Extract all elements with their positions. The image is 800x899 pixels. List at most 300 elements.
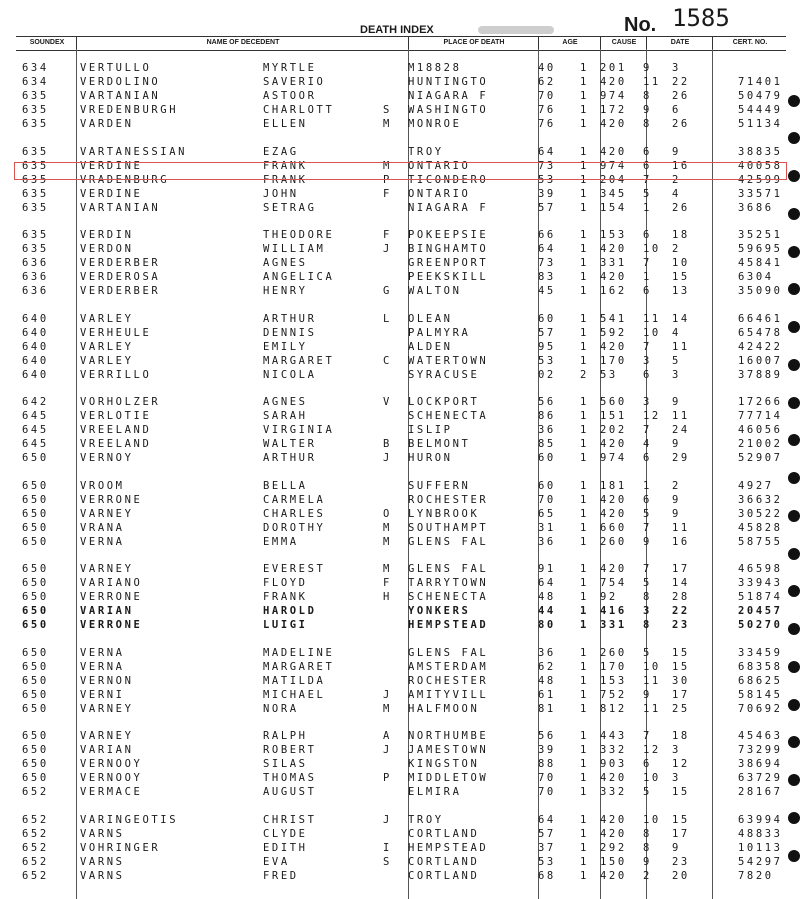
cause-code: 420	[600, 340, 627, 353]
table-row	[0, 424, 800, 436]
certificate-number: 54449	[738, 103, 783, 116]
place-of-death: TROY	[408, 814, 444, 826]
date-day: 14	[672, 576, 690, 589]
date-day: 9	[672, 396, 681, 408]
surname: VARLEY	[80, 354, 134, 367]
given-name: EVEREST	[263, 563, 326, 575]
certificate-number: 48833	[738, 827, 783, 840]
given-name: MICHAEL	[263, 688, 326, 701]
certificate-number: 37889	[738, 368, 783, 381]
date-day: 15	[672, 785, 690, 798]
table-row	[0, 494, 800, 506]
table-row	[0, 758, 800, 770]
certificate-number: 58755	[738, 535, 783, 548]
soundex-code: 650	[22, 647, 49, 659]
age-unit: 1	[580, 576, 589, 589]
date-day: 28	[672, 590, 690, 603]
date-day: 3	[672, 771, 681, 784]
middle-initial: V	[383, 396, 392, 408]
table-row	[0, 744, 800, 756]
given-name: FRANK	[263, 159, 308, 172]
soundex-code: 645	[22, 423, 49, 436]
age: 91	[538, 563, 556, 575]
age: 65	[538, 507, 556, 520]
table-row	[0, 188, 800, 200]
age-unit: 1	[580, 771, 589, 784]
cause-code: 53	[600, 368, 618, 381]
cause-code: 592	[600, 326, 627, 339]
given-name: NORA	[263, 702, 299, 715]
surname: VARTANIAN	[80, 89, 161, 102]
place-of-death: ALDEN	[408, 340, 453, 353]
soundex-code: 635	[22, 242, 49, 255]
age-unit: 1	[580, 757, 589, 770]
age: 61	[538, 688, 556, 701]
given-name: SAVERIO	[263, 75, 326, 88]
place-of-death: HUNTINGTO	[408, 75, 489, 88]
middle-initial: I	[383, 841, 392, 854]
place-of-death: SCHENECTA	[408, 590, 489, 603]
given-name: NICOLA	[263, 368, 317, 381]
place-of-death: AMITYVILL	[408, 688, 489, 701]
age-unit: 1	[580, 688, 589, 701]
cause-code: 260	[600, 535, 627, 548]
cause-code: 201	[600, 62, 627, 74]
soundex-code: 640	[22, 368, 49, 381]
age: 02	[538, 368, 556, 381]
surname: VARLEY	[80, 313, 134, 325]
punch-hole	[788, 472, 800, 484]
middle-initial: J	[383, 451, 392, 464]
page-title: DEATH INDEX	[360, 24, 434, 36]
surname: VERLOTIE	[80, 409, 152, 422]
age-unit: 1	[580, 841, 589, 854]
soundex-code: 652	[22, 869, 49, 882]
given-name: WALTER	[263, 437, 317, 450]
soundex-code: 652	[22, 841, 49, 854]
punch-hole	[788, 359, 800, 371]
certificate-number: 30522	[738, 507, 783, 520]
date-day: 2	[672, 173, 681, 186]
given-name: SARAH	[263, 409, 308, 422]
soundex-code: 635	[22, 229, 49, 241]
cause-code: 332	[600, 785, 627, 798]
table-row	[0, 327, 800, 339]
age-unit: 1	[580, 354, 589, 367]
place-of-death: SYRACUSE	[408, 368, 480, 381]
age: 40	[538, 62, 556, 74]
date-day: 14	[672, 313, 690, 325]
punch-hole	[788, 246, 800, 258]
date-day: 17	[672, 827, 690, 840]
cause-code: 903	[600, 757, 627, 770]
date-month: 9	[643, 855, 652, 868]
date-day: 18	[672, 730, 690, 742]
column-name: NAME OF DECEDENT	[206, 39, 280, 46]
age: 31	[538, 521, 556, 534]
column-header-row	[16, 36, 786, 51]
age: 64	[538, 146, 556, 158]
date-day: 4	[672, 187, 681, 200]
date-month: 11	[643, 674, 661, 687]
age-unit: 1	[580, 62, 589, 74]
cause-code: 170	[600, 354, 627, 367]
table-row	[0, 814, 800, 826]
place-of-death: TROY	[408, 146, 444, 158]
place-of-death: AMSTERDAM	[408, 660, 489, 673]
punch-hole	[788, 283, 800, 295]
given-name: FRANK	[263, 590, 308, 603]
date-month: 7	[643, 256, 652, 269]
soundex-code: 635	[22, 173, 49, 186]
table-row	[0, 828, 800, 840]
date-day: 22	[672, 75, 690, 88]
date-day: 17	[672, 563, 690, 575]
given-name: MARGARET	[263, 354, 335, 367]
date-day: 4	[672, 326, 681, 339]
place-of-death: ROCHESTER	[408, 674, 489, 687]
place-of-death: SUFFERN	[408, 480, 471, 492]
surname: VARDEN	[80, 117, 134, 130]
surname: VREELAND	[80, 437, 152, 450]
place-of-death: M18828	[408, 62, 462, 74]
date-month: 7	[643, 340, 652, 353]
surname: VARIAN	[80, 604, 134, 617]
age: 81	[538, 702, 556, 715]
age: 48	[538, 590, 556, 603]
soundex-code: 650	[22, 563, 49, 575]
date-day: 15	[672, 647, 690, 659]
surname: VERNON	[80, 674, 134, 687]
certificate-number: 68625	[738, 674, 783, 687]
column-date: DATE	[670, 39, 690, 46]
date-month: 4	[643, 437, 652, 450]
table-row	[0, 675, 800, 687]
date-month: 3	[643, 354, 652, 367]
cause-code: 420	[600, 771, 627, 784]
middle-initial: M	[383, 563, 392, 575]
age-unit: 1	[580, 396, 589, 408]
age-unit: 1	[580, 785, 589, 798]
age: 68	[538, 869, 556, 882]
punch-hole	[788, 585, 800, 597]
given-name: SETRAG	[263, 201, 317, 214]
age-unit: 1	[580, 493, 589, 506]
middle-initial: C	[383, 354, 392, 367]
date-day: 26	[672, 201, 690, 214]
place-of-death: NIAGARA F	[408, 89, 489, 102]
surname: VERDERBER	[80, 284, 161, 297]
soundex-code: 650	[22, 535, 49, 548]
age: 37	[538, 841, 556, 854]
highlighted-row-frame	[14, 159, 787, 180]
middle-initial: J	[383, 688, 392, 701]
given-name: EVA	[263, 855, 290, 868]
cause-code: 153	[600, 229, 627, 241]
date-month: 3	[643, 604, 652, 617]
certificate-number: 46056	[738, 423, 783, 436]
certificate-number: 71401	[738, 75, 783, 88]
soundex-code: 635	[22, 117, 49, 130]
certificate-number: 6304	[738, 270, 774, 283]
middle-initial: G	[383, 284, 392, 297]
date-day: 3	[672, 368, 681, 381]
certificate-number: 51874	[738, 590, 783, 603]
age: 80	[538, 618, 556, 631]
certificate-number: 63994	[738, 814, 783, 826]
place-of-death: SCHENECTA	[408, 409, 489, 422]
middle-initial: M	[383, 521, 392, 534]
date-day: 9	[672, 493, 681, 506]
surname: VRADENBURG	[80, 173, 170, 186]
cause-code: 151	[600, 409, 627, 422]
certificate-number: 16007	[738, 354, 783, 367]
age-unit: 1	[580, 814, 589, 826]
date-day: 15	[672, 660, 690, 673]
certificate-number: 59695	[738, 242, 783, 255]
place-of-death: HEMPSTEAD	[408, 841, 489, 854]
place-of-death: HALFMOON	[408, 702, 480, 715]
age-unit: 1	[580, 201, 589, 214]
middle-initial: J	[383, 242, 392, 255]
given-name: FLOYD	[263, 576, 308, 589]
date-month: 7	[643, 563, 652, 575]
date-day: 29	[672, 451, 690, 464]
date-day: 6	[672, 103, 681, 116]
place-of-death: JAMESTOWN	[408, 743, 489, 756]
table-row	[0, 689, 800, 701]
table-row	[0, 62, 800, 74]
date-day: 23	[672, 855, 690, 868]
surname: VERDON	[80, 242, 134, 255]
table-row	[0, 522, 800, 534]
age: 39	[538, 187, 556, 200]
soundex-code: 650	[22, 702, 49, 715]
cause-code: 974	[600, 89, 627, 102]
surname: VERNOY	[80, 451, 134, 464]
table-row	[0, 410, 800, 422]
middle-initial: F	[383, 187, 392, 200]
punch-hole	[788, 132, 800, 144]
age-unit: 1	[580, 521, 589, 534]
place-of-death: LYNBROOK	[408, 507, 480, 520]
given-name: EMMA	[263, 535, 299, 548]
given-name: BELLA	[263, 480, 308, 492]
cause-code: 420	[600, 827, 627, 840]
given-name: THOMAS	[263, 771, 317, 784]
middle-initial: F	[383, 576, 392, 589]
age-unit: 1	[580, 647, 589, 659]
soundex-code: 650	[22, 618, 49, 631]
cause-code: 541	[600, 313, 627, 325]
punch-hole	[788, 434, 800, 446]
age: 70	[538, 771, 556, 784]
surname: VERDINE	[80, 187, 143, 200]
given-name: CHRIST	[263, 814, 317, 826]
certificate-number: 35251	[738, 229, 783, 241]
age-unit: 1	[580, 270, 589, 283]
middle-initial: A	[383, 730, 392, 742]
table-row	[0, 243, 800, 255]
age-unit: 1	[580, 618, 589, 631]
certificate-number: 68358	[738, 660, 783, 673]
cause-code: 420	[600, 493, 627, 506]
date-day: 9	[672, 507, 681, 520]
soundex-code: 650	[22, 507, 49, 520]
date-month: 2	[643, 869, 652, 882]
age-unit: 1	[580, 117, 589, 130]
table-row	[0, 480, 800, 492]
age-unit: 1	[580, 340, 589, 353]
date-day: 13	[672, 284, 690, 297]
soundex-code: 640	[22, 313, 49, 325]
place-of-death: GLENS FAL	[408, 535, 489, 548]
place-of-death: ONTARIO	[408, 187, 471, 200]
cause-code: 345	[600, 187, 627, 200]
date-day: 9	[672, 146, 681, 158]
table-row	[0, 856, 800, 868]
date-month: 6	[643, 284, 652, 297]
age: 48	[538, 674, 556, 687]
table-row	[0, 703, 800, 715]
date-month: 10	[643, 660, 661, 673]
place-of-death: POKEEPSIE	[408, 229, 489, 241]
certificate-number: 36632	[738, 493, 783, 506]
surname: VARNS	[80, 855, 125, 868]
date-month: 6	[643, 757, 652, 770]
certificate-number: 73299	[738, 743, 783, 756]
cause-code: 420	[600, 563, 627, 575]
cause-code: 420	[600, 117, 627, 130]
date-month: 5	[643, 647, 652, 659]
middle-initial: M	[383, 702, 392, 715]
column-age: AGE	[562, 39, 578, 46]
soundex-code: 650	[22, 493, 49, 506]
age-unit: 1	[580, 674, 589, 687]
certificate-number: 38835	[738, 146, 783, 158]
cause-code: 974	[600, 159, 627, 172]
given-name: EMILY	[263, 340, 308, 353]
soundex-code: 635	[22, 89, 49, 102]
middle-initial: F	[383, 229, 392, 241]
table-row	[0, 577, 800, 589]
given-name: HAROLD	[263, 604, 317, 617]
table-row	[0, 842, 800, 854]
soundex-code: 636	[22, 256, 49, 269]
certificate-number: 35090	[738, 284, 783, 297]
certificate-number: 45463	[738, 730, 783, 742]
date-month: 11	[643, 313, 661, 325]
date-month: 8	[643, 827, 652, 840]
certificate-number: 38694	[738, 757, 783, 770]
soundex-code: 635	[22, 159, 49, 172]
soundex-code: 634	[22, 62, 49, 74]
place-of-death: NIAGARA F	[408, 201, 489, 214]
date-month: 7	[643, 423, 652, 436]
age-unit: 1	[580, 187, 589, 200]
date-day: 22	[672, 604, 690, 617]
surname: VERDINE	[80, 159, 143, 172]
date-day: 11	[672, 340, 690, 353]
date-month: 8	[643, 117, 652, 130]
certificate-number: 70692	[738, 702, 783, 715]
age: 53	[538, 354, 556, 367]
table-row	[0, 341, 800, 353]
soundex-code: 636	[22, 270, 49, 283]
date-day: 16	[672, 159, 690, 172]
date-day: 2	[672, 242, 681, 255]
table-row	[0, 730, 800, 742]
date-day: 15	[672, 814, 690, 826]
date-day: 12	[672, 757, 690, 770]
table-row	[0, 271, 800, 283]
age: 76	[538, 103, 556, 116]
place-of-death: PEEKSKILL	[408, 270, 489, 283]
sheet-number-label: No.	[624, 14, 657, 36]
date-month: 6	[643, 451, 652, 464]
given-name: EZAG	[263, 146, 299, 158]
certificate-number: 50270	[738, 618, 783, 631]
soundex-code: 650	[22, 451, 49, 464]
table-row	[0, 786, 800, 798]
date-day: 25	[672, 702, 690, 715]
age-unit: 1	[580, 855, 589, 868]
place-of-death: LOCKPORT	[408, 396, 480, 408]
cause-code: 331	[600, 256, 627, 269]
date-month: 9	[643, 62, 652, 74]
age: 56	[538, 396, 556, 408]
column-cert: CERT. NO.	[732, 39, 768, 46]
given-name: CHARLOTT	[263, 103, 335, 116]
table-row	[0, 396, 800, 408]
surname: VERDOLINO	[80, 75, 161, 88]
soundex-code: 635	[22, 201, 49, 214]
table-row	[0, 355, 800, 367]
given-name: THEODORE	[263, 229, 335, 241]
given-name: LUIGI	[263, 618, 308, 631]
date-day: 17	[672, 688, 690, 701]
soundex-code: 650	[22, 521, 49, 534]
soundex-code: 650	[22, 743, 49, 756]
age: 76	[538, 117, 556, 130]
given-name: DENNIS	[263, 326, 317, 339]
middle-initial: M	[383, 159, 392, 172]
table-row	[0, 508, 800, 520]
given-name: ASTOOR	[263, 89, 317, 102]
table-row	[0, 563, 800, 575]
surname: VARINGEOTIS	[80, 814, 179, 826]
cause-code: 420	[600, 437, 627, 450]
date-day: 11	[672, 409, 690, 422]
surname: VARTANESSIAN	[80, 146, 188, 158]
age-unit: 1	[580, 146, 589, 158]
certificate-number: 20457	[738, 604, 783, 617]
date-month: 6	[643, 146, 652, 158]
soundex-code: 650	[22, 480, 49, 492]
given-name: AGNES	[263, 396, 308, 408]
punch-hole	[788, 548, 800, 560]
date-month: 1	[643, 480, 652, 492]
soundex-code: 645	[22, 437, 49, 450]
table-row	[0, 104, 800, 116]
cause-code: 812	[600, 702, 627, 715]
age: 70	[538, 493, 556, 506]
date-day: 10	[672, 256, 690, 269]
date-day: 26	[672, 89, 690, 102]
cause-code: 420	[600, 507, 627, 520]
date-day: 11	[672, 521, 690, 534]
soundex-code: 640	[22, 354, 49, 367]
